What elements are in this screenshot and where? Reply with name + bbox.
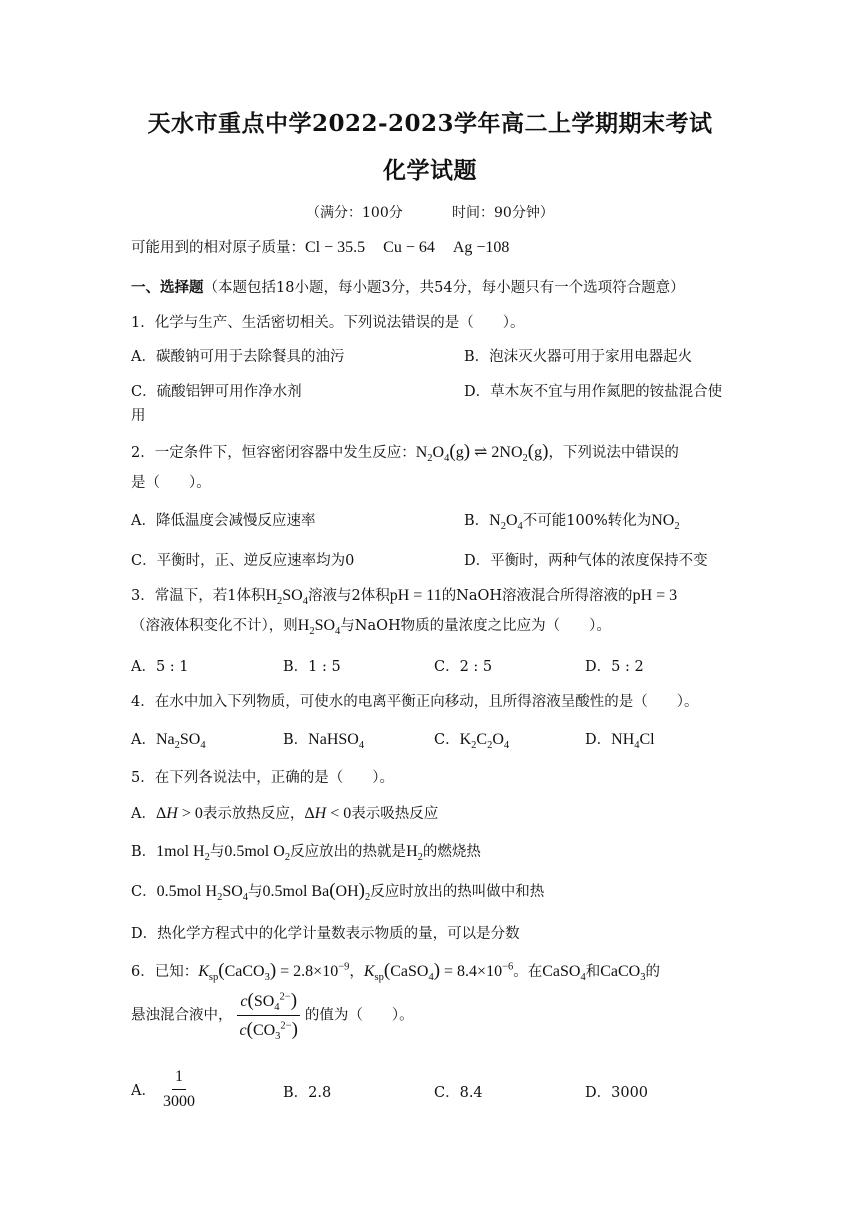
q6-text-3: 和 [585,964,601,980]
q3-text-5: 与NaOH物质的量浓度之比应为（ ）。 [340,618,611,634]
atomic-mass-cu: Cu − 64 [383,239,435,256]
q3-option-c: C．2 : 5 [434,659,493,675]
q6-option-a-label: A． [131,1083,156,1099]
q5-b-text-1: 与 [209,844,225,860]
q3-formula-h2so4-2: $H_2SO_4$ [297,617,341,638]
q6-option-a-denominator: 3000 [162,1093,195,1110]
q2-option-b [464,509,680,533]
q3-stem-line2 [131,614,611,638]
q1-stem: 1．化学与生产、生活密切相关。下列说法错误的是（ ）。 [131,315,525,331]
q5-c-text-1: 与 [248,884,263,900]
q5-b-text-3: 的燃烧热 [422,844,481,860]
q3-formula-h2so4: $H_2SO_4$ [265,587,308,608]
q4-option-b [283,728,365,752]
q3-text-1: 3．常温下，若1体积 [131,588,266,604]
q6-option-c: C．8.4 [434,1085,483,1101]
q5-dh-positive: ΔH > 0 [155,805,203,822]
q2-option-b-label: B． [464,513,490,529]
q3-ph-3: pH = 3 [632,587,678,604]
q4-option-a [131,728,206,752]
q4-option-a-label: A． [131,732,156,748]
q3-text-2: 溶液与2体积 [307,588,390,604]
q6-caco3: CaCO$_3$ [600,963,646,984]
q6-concentration-ratio [237,990,301,1041]
section-label: 一、选择题 [131,279,204,296]
q3-option-a: A．5 : 1 [131,659,189,675]
full-score: （满分：100分 [306,205,403,221]
q4-stem: 4．在水中加入下列物质，可使水的电离平衡正向移动，且所得溶液呈酸性的是（ ）。 [131,694,699,710]
q4-formula-k2c2o4: $K_2C_2O_4$ [459,731,510,752]
q5-c-text-2: 反应时放出的热叫做中和热 [370,884,545,900]
q1-option-b: B．泡沫灭火器可用于家用电器起火 [464,349,693,365]
q2-formula-n2o4: $N_2O_4$ [489,512,523,533]
q2-option-d: D．平衡时，两种气体的浓度保持不变 [464,553,708,569]
section-note: （本题包括18小题，每小题3分，共54分，每小题只有一个选项符合题意） [203,280,685,296]
q6-caso4: CaSO$_4$ [542,963,586,984]
q6-ksp-caso4: $K_{sp}(CaSO_4) = 8.4\times 10^{-6}$ [363,960,514,984]
q6-text-5: 悬浊混合液中， [131,1007,233,1024]
q3-ph-11: pH = 11 [389,587,442,604]
q6-ksp-caco3: $K_{sp}(CaCO_3) = 2.8\times 10^{-9}$ [198,960,350,984]
q5-option-c: C．0.5mol $H_2SO_4$与0.5mol $Ba(OH)_2$反应时放出的热叫做中和热 [131,880,545,904]
q4-formula-na2so4: $Na_2SO_4$ [155,731,206,752]
q2-option-a: A．降低温度会减慢反应速率 [131,513,316,529]
q6-text-6: 的值为（ ）。 [304,1007,414,1024]
q2-stem-prefix: 2．一定条件下，恒容密闭容器中发生反应： [131,445,416,461]
q5-option-d: D．热化学方程式中的化学计量数表示物质的量，可以是分数 [131,926,520,942]
q3-option-d: D．5 : 2 [585,659,644,675]
q5-stem: 5．在下列各说法中，正确的是（ ）。 [131,770,394,786]
q4-option-b-label: B． [283,732,309,748]
q6-ratio-numerator: $c(SO_4^{2-})$ [237,990,300,1016]
q5-1mol-h2: 1mol $H_2$ [156,843,210,864]
q6-ratio-denominator: $c(CO_3^{2-})$ [239,1019,298,1043]
q4-option-d [585,728,655,752]
q3-text-3: 的NaOH溶液混合所得溶液的 [441,588,633,604]
q5-half-mol-baoh2: 0.5mol $Ba(OH)_2$ [262,880,371,904]
q4-option-d-label: D． [585,732,612,748]
q6-option-a-fraction [160,1068,198,1111]
q1-option-c: C．硫酸铝钾可用作净水剂 [131,384,302,400]
q4-formula-nh4cl: $NH_4Cl$ [611,731,655,752]
q5-option-b: B．1mol $H_2$与0.5mol $O_2$反应放出的热就是$H_2$的燃烧热 [131,843,481,864]
exam-subtitle: 化学试题 [383,157,477,184]
q2-option-b-text: 不可能100%转化为 [522,513,652,529]
q1-option-d: D．草木灰不宜与用作氮肥的铵盐混合使 [464,384,723,400]
q2-stem-line2: 是（ ）。 [131,475,211,491]
q5-a-text-2: 表示吸热反应 [351,806,439,822]
q2-formula-no2: $NO_2$ [651,512,680,533]
q4-formula-nahso4: NaHSO$_4$ [308,731,365,752]
q6-option-d: D．3000 [585,1085,649,1101]
q6-text-2: 。在 [513,964,543,980]
q6-option-a-numerator: 1 [172,1068,186,1090]
section-heading [131,276,685,297]
q2-equation: $N_2O_4(g)$ ⇌ $2NO_2(g)$ [415,441,549,465]
q6-stem-line1: 6．已知：$K_{sp}(CaCO_3) = 2.8\times 10^{-9}$，$K_{sp}(CaSO_4) = 8.4\times 10^{-6}$。在CaSO$_4$和CaCO$_3$的 [131,960,660,984]
q6-option-b: B．2.8 [283,1085,332,1101]
atomic-mass-ag: Ag −108 [452,239,510,256]
q5-a-text-1: 表示放热反应， [202,806,305,822]
q5-dh-negative: ΔH < 0 [304,805,352,822]
q3-stem-line1 [131,584,678,608]
q4-option-c-label: C． [434,732,460,748]
atomic-mass-cl: Cl − 35.5 [305,239,366,256]
q5-half-mol-o2: 0.5mol $O_2$ [224,843,291,864]
q2-stem-suffix: ，下列说法中错误的 [548,445,679,461]
exam-time: 时间：90分钟） [452,205,554,221]
atomic-mass-prefix: 可能用到的相对原子质量： [131,240,305,256]
q5-b-text-2: 反应放出的热就是 [290,844,407,860]
atomic-mass-line [131,236,509,257]
q4-option-c [434,728,510,752]
q6-text-4: 的 [645,964,660,980]
q6-stem-line2 [131,990,414,1041]
q3-text-4: （溶液体积变化不计），则 [131,618,298,634]
q6-option-a [131,1068,202,1111]
q3-option-b: B．1 : 5 [283,659,341,675]
q2-stem-line1 [131,441,679,463]
q6-text-1: 6．已知： [131,964,199,980]
q1-option-d-continued: 用 [131,408,146,424]
q5-half-mol-h2so4: 0.5mol $H_2SO_4$ [156,883,249,904]
q5-h2: $H_2$ [406,843,423,864]
q5-option-a: A．ΔH > 0表示放热反应，ΔH < 0表示吸热反应 [131,805,439,822]
q2-option-c: C．平衡时，正、逆反应速率均为0 [131,553,355,569]
exam-title: 天水市重点中学2022-2023学年高二上学期期末考试 [147,110,713,137]
q1-option-a: A．碳酸钠可用于去除餐具的油污 [131,349,345,365]
